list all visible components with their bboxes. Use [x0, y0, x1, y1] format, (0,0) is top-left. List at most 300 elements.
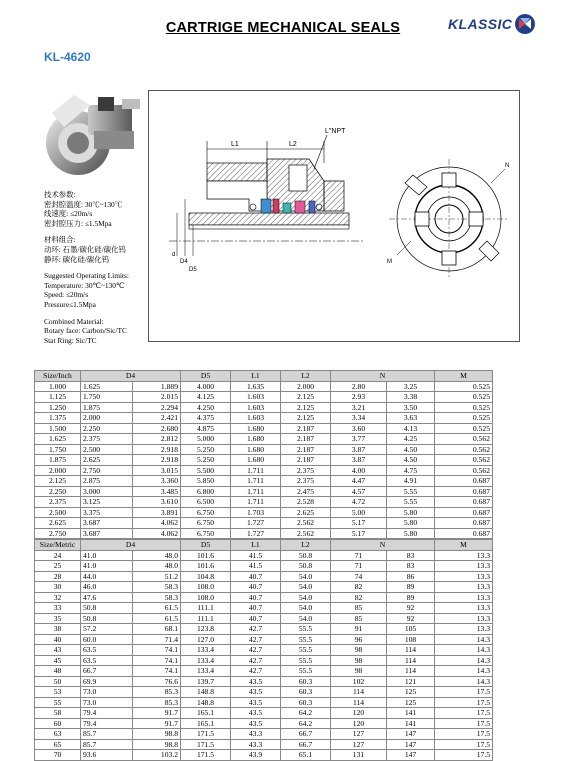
table-cell: 13.3: [435, 571, 493, 582]
table-cell: 82: [331, 592, 387, 603]
table-cell: 79.4: [81, 718, 133, 729]
table-cell: 14.3: [435, 655, 493, 666]
table-row: [35, 465, 493, 476]
en-temp: Temperature: 30℃~130℃: [44, 280, 125, 290]
table-cell: 139.7: [181, 676, 231, 687]
table-cell: 2.625: [281, 507, 331, 518]
table-row: [35, 518, 493, 529]
table-cell: 0.525: [435, 392, 493, 403]
table-cell: 38: [35, 624, 81, 635]
table-cell: 85.3: [133, 687, 181, 698]
table-cell: 55.5: [281, 666, 331, 677]
table-row: [35, 402, 493, 413]
table-cell: 74: [331, 571, 387, 582]
table-cell: 13.3: [435, 592, 493, 603]
brand-logo: [448, 14, 548, 36]
table-cell: 42.7: [231, 645, 281, 656]
header-d4: D4: [81, 540, 181, 551]
table-cell: 17.5: [435, 687, 493, 698]
table-cell: 1.375: [35, 413, 81, 424]
table-row: [35, 582, 493, 593]
header-l1: L1: [231, 540, 281, 551]
table-cell: 63.5: [81, 645, 133, 656]
en-rotary: Rotary face: Carbon/Sic/TC: [44, 326, 127, 336]
table-cell: 50.8: [281, 561, 331, 572]
table-cell: 2.475: [281, 486, 331, 497]
table-cell: 0.562: [435, 444, 493, 455]
table-cell: 3.125: [81, 497, 133, 508]
table-cell: 2.918: [133, 455, 181, 466]
table-cell: 1.680: [231, 434, 281, 445]
table-cell: 3.360: [133, 476, 181, 487]
table-cell: 2.500: [35, 507, 81, 518]
table-cell: 103.2: [133, 750, 181, 761]
table-cell: 24: [35, 550, 81, 561]
table-cell: 5.850: [181, 476, 231, 487]
table-cell: 108: [387, 634, 435, 645]
table-cell: 0.525: [435, 381, 493, 392]
table-cell: 4.13: [387, 423, 435, 434]
table-row: [35, 603, 493, 614]
table-cell: 114: [387, 655, 435, 666]
table-cell: 2.562: [281, 518, 331, 529]
table-row: [35, 413, 493, 424]
table-cell: 171.5: [181, 729, 231, 740]
table-cell: 17.5: [435, 697, 493, 708]
table-cell: 13.3: [435, 624, 493, 635]
header-l2: L2: [281, 371, 331, 382]
table-cell: 64.2: [281, 718, 331, 729]
table-cell: 91.7: [133, 708, 181, 719]
table-cell: 1.711: [231, 486, 281, 497]
table-cell: 48: [35, 666, 81, 677]
cn-pressure: 密封腔压力: ≤1.5Mpa: [44, 218, 112, 228]
technical-drawing: [148, 90, 520, 342]
table-cell: 61.5: [133, 613, 181, 624]
table-cell: 55.5: [281, 634, 331, 645]
header-m: M: [435, 371, 493, 382]
table-cell: 47.6: [81, 592, 133, 603]
table-cell: 3.000: [81, 486, 133, 497]
table-cell: 1.125: [35, 392, 81, 403]
table-cell: 85.7: [81, 739, 133, 750]
table-cell: 108.0: [181, 592, 231, 603]
drawing-canvas: [149, 91, 519, 341]
table-cell: 41.5: [231, 561, 281, 572]
table-cell: 2.125: [281, 402, 331, 413]
table-cell: 2.375: [281, 476, 331, 487]
header-d4: D4: [81, 371, 181, 382]
header-size: Size/Inch: [35, 371, 81, 382]
table-cell: 3.77: [331, 434, 387, 445]
table-cell: 1.680: [231, 455, 281, 466]
table-cell: 125: [387, 687, 435, 698]
header-n: N: [331, 540, 435, 551]
cn-material-title: 材料组合:: [44, 235, 76, 245]
table-cell: 105: [387, 624, 435, 635]
table-cell: 40.7: [231, 603, 281, 614]
dim-m-label: M: [387, 259, 392, 265]
table-cell: 2.625: [81, 455, 133, 466]
table-cell: 1.711: [231, 497, 281, 508]
table-cell: 3.015: [133, 465, 181, 476]
table-cell: 2.875: [81, 476, 133, 487]
table-cell: 13.3: [435, 550, 493, 561]
table-cell: 4.250: [181, 402, 231, 413]
table-cell: 40.7: [231, 571, 281, 582]
table-cell: 2.000: [81, 413, 133, 424]
table-row: [35, 550, 493, 561]
table-row: [35, 476, 493, 487]
table-cell: 14.3: [435, 676, 493, 687]
table-cell: 4.72: [331, 497, 387, 508]
table-cell: 1.603: [231, 392, 281, 403]
table-cell: 104.8: [181, 571, 231, 582]
table-cell: 0.562: [435, 465, 493, 476]
table-cell: 3.34: [331, 413, 387, 424]
table-cell: 147: [387, 739, 435, 750]
table-cell: 5.17: [331, 518, 387, 529]
table-cell: 65: [35, 739, 81, 750]
table-cell: 0.687: [435, 528, 493, 539]
table-cell: 123.8: [181, 624, 231, 635]
table-cell: 43: [35, 645, 81, 656]
table-row: [35, 507, 493, 518]
table-cell: 42.7: [231, 666, 281, 677]
table-cell: 114: [331, 697, 387, 708]
table-cell: 2.680: [133, 423, 181, 434]
table-cell: 54.0: [281, 592, 331, 603]
table-cell: 69.9: [81, 676, 133, 687]
header-m: M: [435, 540, 493, 551]
table-cell: 2.000: [281, 381, 331, 392]
table-cell: 165.1: [181, 718, 231, 729]
brand-emblem-icon: [514, 13, 536, 35]
table-cell: 89: [387, 592, 435, 603]
table-cell: 0.687: [435, 476, 493, 487]
table-cell: 3.63: [387, 413, 435, 424]
table-cell: 1.500: [35, 423, 81, 434]
table-cell: 120: [331, 708, 387, 719]
table-cell: 102: [331, 676, 387, 687]
table-cell: 96: [331, 634, 387, 645]
table-cell: 60.3: [281, 697, 331, 708]
table-cell: 68.1: [133, 624, 181, 635]
table-cell: 2.93: [331, 392, 387, 403]
table-cell: 86: [387, 571, 435, 582]
table-cell: 165.1: [181, 708, 231, 719]
table-cell: 42.7: [231, 634, 281, 645]
table-cell: 0.562: [435, 434, 493, 445]
table-row: [35, 434, 493, 445]
table-cell: 1.250: [35, 402, 81, 413]
table-cell: 2.187: [281, 423, 331, 434]
table-cell: 54.0: [281, 613, 331, 624]
table-cell: 43.9: [231, 750, 281, 761]
table-cell: 3.87: [331, 455, 387, 466]
table-cell: 2.500: [81, 444, 133, 455]
en-stat: Stat Ring: Sic/TC: [44, 335, 97, 345]
table-cell: 60.3: [281, 687, 331, 698]
table-cell: 111.1: [181, 613, 231, 624]
table-cell: 13.3: [435, 582, 493, 593]
table-cell: 50.8: [281, 550, 331, 561]
table-cell: 50: [35, 676, 81, 687]
table-cell: 13.3: [435, 603, 493, 614]
table-row: [35, 486, 493, 497]
table-cell: 54.0: [281, 603, 331, 614]
table-cell: 44.0: [81, 571, 133, 582]
table-cell: 50.8: [81, 603, 133, 614]
table-cell: 25: [35, 561, 81, 572]
table-cell: 133.4: [181, 645, 231, 656]
table-cell: 85.7: [81, 729, 133, 740]
table-cell: 3.687: [81, 528, 133, 539]
table-cell: 58.3: [133, 592, 181, 603]
table-cell: 2.750: [81, 465, 133, 476]
npt-label: L"NPT: [325, 128, 346, 135]
table-cell: 83: [387, 561, 435, 572]
table-cell: 2.000: [35, 465, 81, 476]
table-cell: 85: [331, 603, 387, 614]
table-cell: 2.294: [133, 402, 181, 413]
dim-l1-label: L1: [231, 141, 239, 148]
table-cell: 1.680: [231, 444, 281, 455]
table-cell: 73.0: [81, 687, 133, 698]
table-cell: 85: [331, 613, 387, 624]
inch-size-table: [34, 370, 493, 539]
table-cell: 42.7: [231, 624, 281, 635]
table-cell: 2.125: [281, 413, 331, 424]
table-cell: 147: [387, 750, 435, 761]
table-cell: 13.3: [435, 561, 493, 572]
table-cell: 1.711: [231, 476, 281, 487]
table-cell: 5.17: [331, 528, 387, 539]
table-cell: 108.0: [181, 582, 231, 593]
table-cell: 127: [331, 739, 387, 750]
table-cell: 4.062: [133, 528, 181, 539]
table-row: [35, 645, 493, 656]
table-cell: 131: [331, 750, 387, 761]
product-photo: [44, 83, 144, 179]
table-row: [35, 687, 493, 698]
cn-speed: 线速度: ≤20m/s: [44, 209, 93, 219]
table-cell: 58: [35, 708, 81, 719]
table-cell: 1.750: [81, 392, 133, 403]
brand-name: KLASSIC: [448, 16, 513, 32]
table-cell: 148.8: [181, 697, 231, 708]
table-cell: 41.0: [81, 561, 133, 572]
table-cell: 14.3: [435, 645, 493, 656]
dim-d4-label: D4: [180, 259, 188, 265]
table-cell: 1.875: [81, 402, 133, 413]
table-cell: 5.80: [387, 518, 435, 529]
table-cell: 4.75: [387, 465, 435, 476]
table-cell: 55.5: [281, 624, 331, 635]
table-cell: 70: [35, 750, 81, 761]
table-cell: 1.603: [231, 413, 281, 424]
table-cell: 17.5: [435, 708, 493, 719]
table-cell: 66.7: [281, 729, 331, 740]
table-cell: 14.3: [435, 666, 493, 677]
header-d5: D5: [181, 371, 231, 382]
table-cell: 58.3: [133, 582, 181, 593]
table-cell: 3.50: [387, 402, 435, 413]
table-cell: 111.1: [181, 603, 231, 614]
table-cell: 17.5: [435, 718, 493, 729]
table-cell: 5.250: [181, 455, 231, 466]
table-row: [35, 729, 493, 740]
table-row: [35, 666, 493, 677]
table-cell: 92: [387, 603, 435, 614]
table-cell: 64.2: [281, 708, 331, 719]
table-cell: 40.7: [231, 592, 281, 603]
table-cell: 5.500: [181, 465, 231, 476]
en-speed: Speed: ≤20m/s: [44, 290, 89, 300]
table-cell: 1.727: [231, 528, 281, 539]
table-cell: 4.875: [181, 423, 231, 434]
table-row: [35, 571, 493, 582]
table-row: [35, 592, 493, 603]
en-limits-title: Suggested Operating Limits:: [44, 271, 129, 281]
table-cell: 3.38: [387, 392, 435, 403]
table-cell: 121: [387, 676, 435, 687]
table-cell: 114: [387, 666, 435, 677]
table-cell: 147: [387, 729, 435, 740]
table-cell: 4.50: [387, 455, 435, 466]
table-cell: 43.5: [231, 687, 281, 698]
table-cell: 43.5: [231, 676, 281, 687]
table-cell: 2.187: [281, 455, 331, 466]
table-cell: 1.750: [35, 444, 81, 455]
table-cell: 14.3: [435, 634, 493, 645]
table-cell: 71: [331, 550, 387, 561]
table-row: [35, 528, 493, 539]
table-cell: 6.750: [181, 518, 231, 529]
table-row: [35, 392, 493, 403]
table-cell: 79.4: [81, 708, 133, 719]
table-cell: 148.8: [181, 687, 231, 698]
table-cell: 76.6: [133, 676, 181, 687]
table-cell: 2.918: [133, 444, 181, 455]
table-cell: 0.687: [435, 507, 493, 518]
en-material-title: Combined Material:: [44, 316, 104, 326]
table-row: [35, 739, 493, 750]
table-cell: 2.421: [133, 413, 181, 424]
table-cell: 98.8: [133, 729, 181, 740]
table-cell: 6.750: [181, 528, 231, 539]
table-cell: 171.5: [181, 750, 231, 761]
table-cell: 40.7: [231, 582, 281, 593]
table-row: [35, 718, 493, 729]
table-cell: 71.4: [133, 634, 181, 645]
specifications: [44, 190, 148, 345]
table-cell: 0.687: [435, 486, 493, 497]
table-cell: 0.687: [435, 497, 493, 508]
header-l2: L2: [281, 540, 331, 551]
table-cell: 74.1: [133, 655, 181, 666]
table-cell: 127: [331, 729, 387, 740]
table-cell: 40: [35, 634, 81, 645]
table-cell: 141: [387, 718, 435, 729]
table-cell: 82: [331, 582, 387, 593]
table-cell: 1.625: [81, 381, 133, 392]
table-cell: 1.875: [35, 455, 81, 466]
table-cell: 1.711: [231, 465, 281, 476]
table-cell: 5.80: [387, 528, 435, 539]
table-cell: 2.015: [133, 392, 181, 403]
table-cell: 41.0: [81, 550, 133, 561]
table-cell: 5.250: [181, 444, 231, 455]
table-cell: 54.0: [281, 571, 331, 582]
table-row: [35, 561, 493, 572]
table-cell: 4.91: [387, 476, 435, 487]
table-cell: 50.8: [81, 613, 133, 624]
table-row: [35, 697, 493, 708]
table-cell: 114: [331, 687, 387, 698]
table-cell: 74.1: [133, 666, 181, 677]
table-cell: 4.25: [387, 434, 435, 445]
table-cell: 4.062: [133, 518, 181, 529]
table-cell: 2.125: [281, 392, 331, 403]
table-cell: 17.5: [435, 739, 493, 750]
table-cell: 1.889: [133, 381, 181, 392]
table-cell: 54.0: [281, 582, 331, 593]
table-cell: 55.5: [281, 645, 331, 656]
table-cell: 60.3: [281, 676, 331, 687]
table-cell: 43.5: [231, 718, 281, 729]
table-cell: 3.60: [331, 423, 387, 434]
table-cell: 91: [331, 624, 387, 635]
table-row: [35, 455, 493, 466]
table-cell: 73.0: [81, 697, 133, 708]
table-cell: 141: [387, 708, 435, 719]
table-cell: 98: [331, 666, 387, 677]
cn-stat: 静环: 碳化硅/碳化钨: [44, 254, 110, 264]
table-cell: 1.703: [231, 507, 281, 518]
end-view: [387, 159, 509, 279]
table-cell: 43.3: [231, 729, 281, 740]
table-cell: 3.25: [387, 381, 435, 392]
table-cell: 2.80: [331, 381, 387, 392]
table-cell: 33: [35, 603, 81, 614]
dim-d-label: d: [172, 252, 176, 258]
cn-temp: 密封腔温度: 30℃~130℃: [44, 199, 123, 209]
table-cell: 4.125: [181, 392, 231, 403]
table-cell: 2.528: [281, 497, 331, 508]
table-cell: 48.0: [133, 550, 181, 561]
table-cell: 40.7: [231, 613, 281, 624]
table-cell: 1.635: [231, 381, 281, 392]
table-cell: 2.125: [35, 476, 81, 487]
table-cell: 63.5: [81, 655, 133, 666]
table-cell: 74.1: [133, 645, 181, 656]
table-cell: 55: [35, 697, 81, 708]
table-cell: 57.2: [81, 624, 133, 635]
table-cell: 0.525: [435, 402, 493, 413]
table-cell: 42.7: [231, 655, 281, 666]
cn-params-title: 技术参数:: [44, 190, 76, 199]
table-cell: 55.5: [281, 655, 331, 666]
header-d5: D5: [181, 540, 231, 551]
table-cell: 5.000: [181, 434, 231, 445]
table-cell: 17.5: [435, 729, 493, 740]
table-row: [35, 423, 493, 434]
table-cell: 2.562: [281, 528, 331, 539]
table-cell: 133.4: [181, 655, 231, 666]
table-cell: 35: [35, 613, 81, 624]
table-cell: 5.80: [387, 507, 435, 518]
